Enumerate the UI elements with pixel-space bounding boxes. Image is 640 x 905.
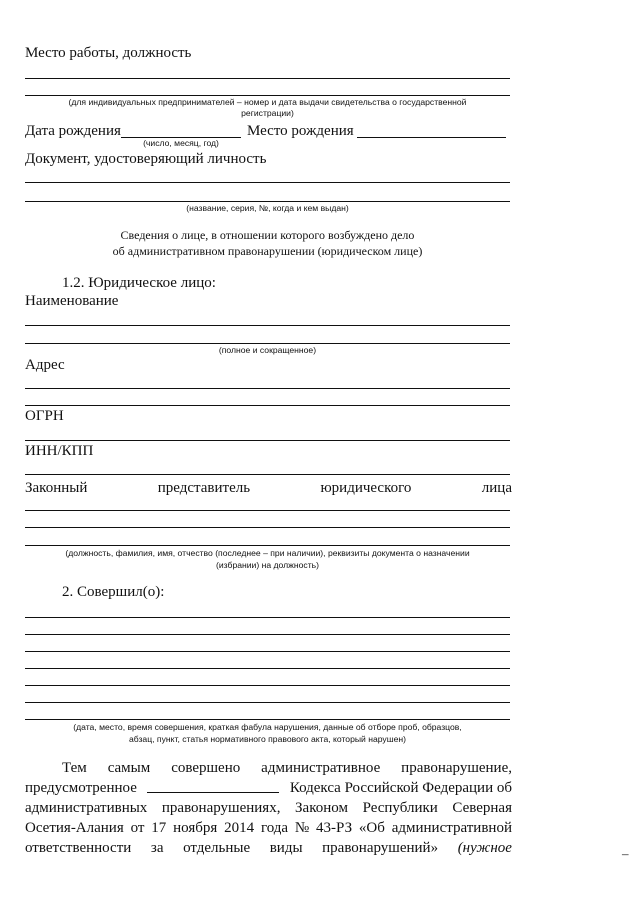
p5-word-1: ответственности [25, 840, 132, 856]
paragraph-line-2 [25, 778, 512, 798]
inn-kpp-label: ИНН/КПП [25, 443, 94, 459]
rep-field-1[interactable] [25, 510, 510, 511]
work-position-field[interactable] [25, 78, 510, 79]
p5-word-2: за [150, 840, 164, 856]
entrepreneur-caption-1: (для индивидуальных предпринимателей – номер и дата выдачи свидетельства о государственной [68, 97, 467, 107]
address-field-2[interactable] [25, 405, 510, 406]
paragraph-line-5 [25, 838, 512, 858]
p1-word-3: совершено [171, 760, 241, 776]
code-article-field[interactable] [147, 778, 279, 793]
inn-kpp-field[interactable] [25, 474, 510, 475]
offense-field-1[interactable] [25, 617, 510, 618]
p1-word-4: административное [261, 760, 381, 776]
rep-word-4: лица [481, 480, 512, 496]
entity-name-field-1[interactable] [25, 325, 510, 326]
entrepreneur-caption-2: регистрации) [241, 108, 294, 118]
offense-field-5[interactable] [25, 685, 510, 686]
work-position-label: Место работы, должность [25, 45, 192, 61]
rep-caption-1: (должность, фамилия, имя, отчество (последнее – при наличии), реквизиты документа о назначении [65, 548, 470, 558]
rep-field-2[interactable] [25, 527, 510, 528]
p1-word-5: правонарушение, [401, 760, 512, 776]
info-heading-1: Сведения о лице, в отношении которого возбуждено дело [120, 228, 415, 242]
offense-field-7[interactable] [25, 719, 510, 720]
ogrn-field[interactable] [25, 440, 510, 441]
rep-field-3[interactable] [25, 545, 510, 546]
margin-mark: – [622, 846, 629, 861]
info-heading-2: об административном правонарушении (юридическом лице) [112, 244, 423, 258]
rep-word-1: Законный [25, 480, 88, 496]
paragraph-line-3: административных правонарушениях, Законом Республики Северная [25, 800, 512, 816]
p1-word-2: самым [107, 760, 151, 776]
birth-date-label: Дата рождения [25, 123, 121, 139]
offense-field-4[interactable] [25, 668, 510, 669]
rep-caption-2: (избрании) на должность) [216, 560, 319, 570]
entrepreneur-certificate-field[interactable] [25, 95, 510, 96]
paragraph-line-1 [62, 758, 512, 778]
offense-caption-1: (дата, место, время совершения, краткая фабула нарушения, данные об отборе проб, образцов, [73, 722, 462, 732]
id-document-field-1[interactable] [25, 182, 510, 183]
id-document-label: Документ, удостоверяющий личность [25, 151, 267, 167]
entity-name-label: Наименование [25, 293, 119, 309]
p5-word-5: правонарушений» [322, 840, 439, 856]
rep-word-2: представитель [157, 480, 251, 496]
offense-field-3[interactable] [25, 651, 510, 652]
p2-end: Кодекса Российской Федерации об [289, 780, 512, 796]
legal-representative-label [25, 478, 512, 498]
p2-start: предусмотренное [25, 780, 137, 796]
entity-name-field-2[interactable] [25, 343, 510, 344]
rep-word-3: юридического [320, 480, 412, 496]
entity-name-caption: (полное и сокращенное) [218, 345, 317, 355]
offense-field-2[interactable] [25, 634, 510, 635]
offense-field-6[interactable] [25, 702, 510, 703]
legal-entity-section-title: 1.2. Юридическое лицо: [62, 275, 216, 291]
ogrn-label: ОГРН [25, 408, 64, 424]
id-document-caption: (название, серия, №, когда и кем выдан) [186, 203, 349, 213]
offense-section-title: 2. Совершил(о): [62, 584, 165, 600]
birth-place-label: Место рождения [247, 123, 354, 139]
address-field-1[interactable] [25, 388, 510, 389]
p5-word-4: виды [269, 840, 303, 856]
p5-italic: (нужное [457, 840, 512, 856]
p1-word-1: Тем [62, 760, 87, 776]
birth-place-field[interactable] [357, 137, 506, 138]
offense-caption-2: абзац, пункт, статья нормативного правового акта, который нарушен) [128, 734, 406, 744]
id-document-field-2[interactable] [25, 201, 510, 202]
p5-word-3: отдельные [183, 840, 251, 856]
address-label: Адрес [25, 357, 65, 373]
birth-date-caption: (число, месяц, год) [143, 138, 219, 148]
paragraph-line-4: Осетия-Алания от 17 ноября 2014 года № 43-РЗ «Об административной [25, 820, 512, 836]
